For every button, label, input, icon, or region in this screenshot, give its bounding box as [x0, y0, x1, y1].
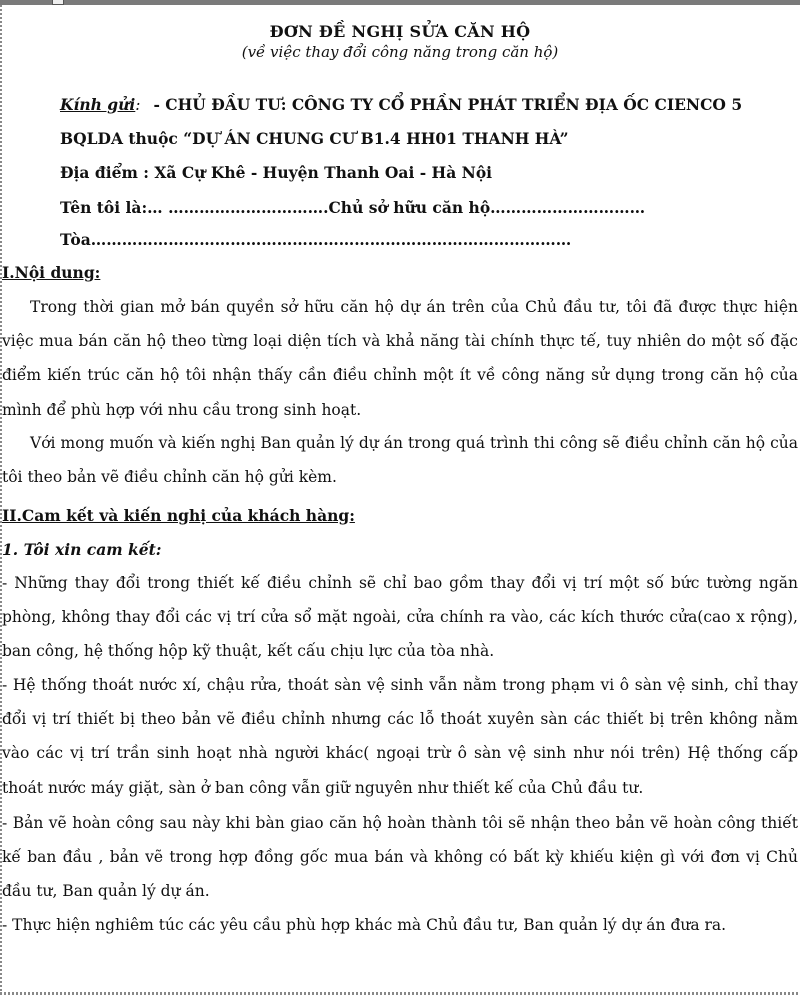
- page-top-edge: [0, 0, 800, 5]
- commitment-item: - Bản vẽ hoàn công sau này khi bàn giao căn hộ hoàn thành tôi sẽ nhận theo bản vẽ hoàn công thiết kế ban đầu , bản vẽ trong hợp đồng gốc mua bán và không có bất kỳ khiếu kiện gì với đơn vị Chủ đầu tư, Ban quản lý dự án.: [2, 814, 798, 901]
- section-1-heading: I.Nội dung:: [2, 263, 101, 282]
- building-field: Tòa…………………………………………………………………………………: [60, 230, 572, 249]
- recipient-company: - CHỦ ĐẦU TƯ: CÔNG TY CỔ PHẦN PHÁT TRIỂN ĐỊA ỐC CIENCO 5: [153, 95, 743, 114]
- document-page: [2, 6, 798, 62]
- document-subtitle: (về việc thay đổi công năng trong căn hộ): [241, 43, 559, 61]
- recipient-line-2: BQLDA thuộc “DỰ ÁN CHUNG CƯ B1.4 HH01 THANH HÀ”: [60, 129, 569, 148]
- ruler-marker: [52, 0, 64, 5]
- document-title: ĐƠN ĐỀ NGHỊ SỬA CĂN HỘ: [269, 22, 531, 41]
- section-1-paragraph-1: Trong thời gian mở bán quyền sở hữu căn hộ dự án trên của Chủ đầu tư, tôi đã được thực hiện việc mua bán căn hộ theo từng loại diện tích và khả năng tài chính thực tế, tuy nhiên do một số đặc điểm kiến trúc căn hộ tôi nhận thấy cần điều chỉnh một ít về công năng sử dụng trong căn hộ của mình để phù hợp với nhu cầu trong sinh hoạt.: [2, 298, 798, 419]
- recipient-address: Địa điểm : Xã Cự Khê - Huyện Thanh Oai - Hà Nội: [60, 163, 493, 182]
- recipient-colon: :: [135, 96, 141, 114]
- section-2-subheading: 1. Tôi xin cam kết:: [2, 540, 162, 559]
- name-field: Tên tôi là:… ………………………….Chủ sở hữu căn hộ…………………………: [60, 198, 646, 217]
- commitment-item: - Thực hiện nghiêm túc các yêu cầu phù hợp khác mà Chủ đầu tư, Ban quản lý dự án đưa ra.: [2, 916, 727, 934]
- recipient-label: Kính gửi: [60, 95, 136, 114]
- commitment-item: - Những thay đổi trong thiết kế điều chỉnh sẽ chỉ bao gồm thay đổi vị trí một số bức tường ngăn phòng, không thay đổi các vị trí cửa sổ mặt ngoài, cửa chính ra vào, các kích thước cửa(cao x rộng), ban công, hệ thống hộp kỹ thuật, kết cấu chịu lực của tòa nhà.: [2, 574, 798, 661]
- recipient-line-1: [60, 95, 742, 114]
- section-1-paragraph-2: Với mong muốn và kiến nghị Ban quản lý dự án trong quá trình thi công sẽ điều chỉnh căn hộ của tôi theo bản vẽ điều chỉnh căn hộ gửi kèm.: [2, 434, 798, 487]
- section-2-heading: II.Cam kết và kiến nghị của khách hàng:: [2, 506, 355, 525]
- commitment-item: - Hệ thống thoát nước xí, chậu rửa, thoát sàn vệ sinh vẫn nằm trong phạm vi ô sàn vệ sinh, chỉ thay đổi vị trí thiết bị theo bản vẽ điều chỉnh nhưng các lỗ thoát xuyên sàn các thiết bị trên không nằm vào các vị trí trần sinh hoạt nhà người khác( ngoại trừ ô sàn vệ sinh như nói trên) Hệ thống cấp thoát nước máy giặt, sàn ở ban công vẫn giữ nguyên như thiết kế của Chủ đầu tư.: [2, 676, 798, 797]
